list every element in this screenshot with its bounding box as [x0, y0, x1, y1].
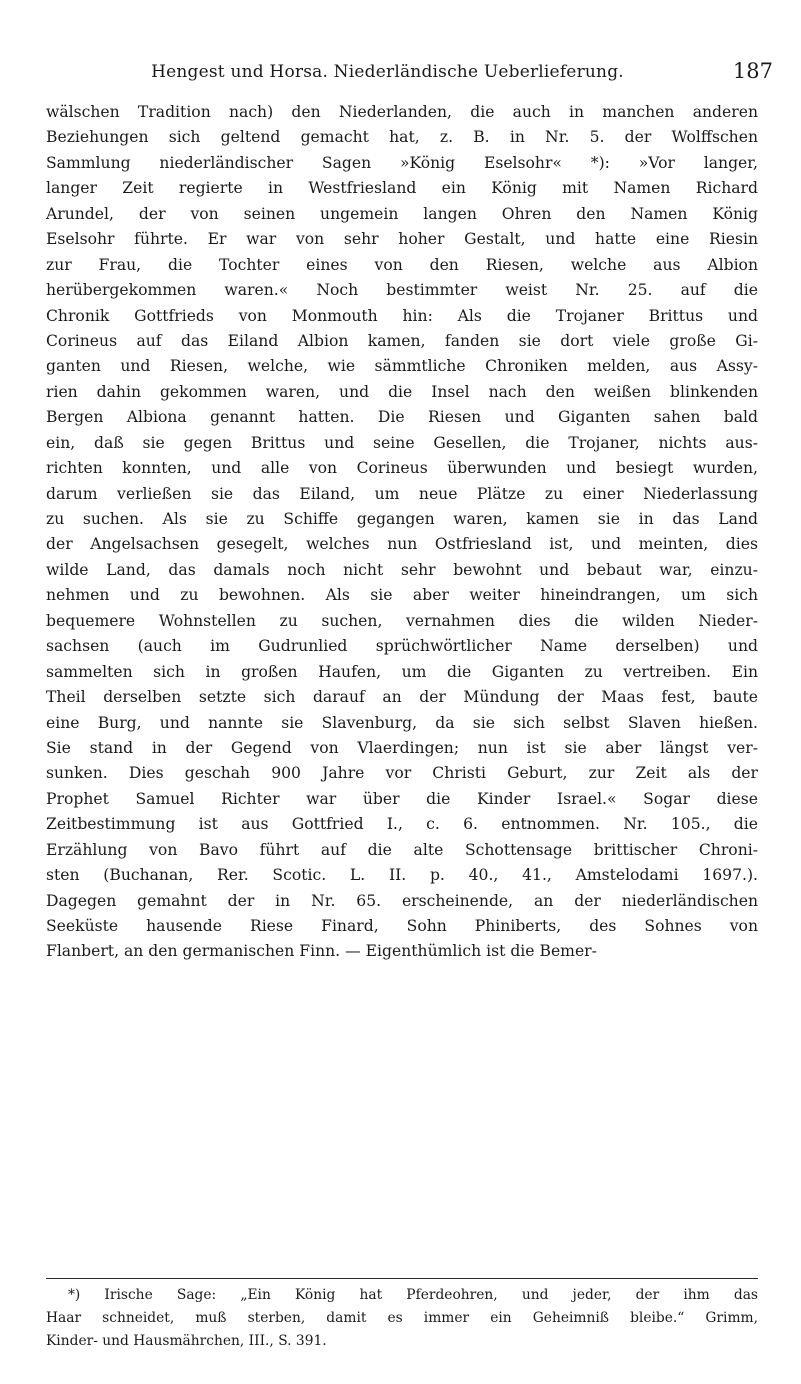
text-line: Sie stand in der Gegend von Vlaerdingen; nun ist sie aber längst ver- [46, 738, 758, 757]
text-line: Prophet Samuel Richter war über die Kinder Israel.« Sogar diese [46, 789, 758, 808]
text-line: ganten und Riesen, welche, wie sämmtliche Chroniken melden, aus Assy- [46, 357, 758, 376]
text-line: Seeküste hausende Riese Finard, Sohn Phiniberts, des Sohnes von [46, 917, 758, 935]
text-line: Erzählung von Bavo führt auf die alte Schottensage brittischer Chroni- [46, 840, 758, 859]
text-line: nehmen und zu bewohnen. Als sie aber weiter hineindrangen, um sich [46, 586, 758, 605]
text-line: rien dahin gekommen waren, und die Insel nach den weißen blinkenden [46, 382, 758, 401]
text-line: ein, daß sie gegen Brittus und seine Gesellen, die Trojaner, nichts aus- [46, 433, 758, 452]
text-line: Beziehungen sich geltend gemacht hat, z. B. in Nr. 5. der Wolffschen [46, 128, 758, 147]
text-line: richten konnten, und alle von Corineus überwunden und besiegt wurden, [46, 459, 758, 478]
text-line: Bergen Albiona genannt hatten. Die Riesen und Giganten sahen bald [46, 408, 758, 427]
text-line: sachsen (auch im Gudrunlied sprüchwörtlicher Name derselben) und [46, 637, 758, 656]
text-line: sten (Buchanan, Rer. Scotic. L. II. p. 40., 41., Amstelodami 1697.). [46, 866, 758, 885]
text-line: Arundel, der von seinen ungemein langen Ohren den Namen König [46, 204, 758, 223]
running-head [56, 59, 801, 92]
text-line: wälschen Tradition nach) den Niederlanden, die auch in manchen anderen [46, 103, 758, 121]
text-line: sunken. Dies geschah 900 Jahre vor Christi Geburt, zur Zeit als der [46, 764, 758, 783]
text-line: Dagegen gemahnt der in Nr. 65. erscheinende, an der niederländischen [46, 891, 758, 910]
text-line: darum verließen sie das Eiland, um neue Plätze zu einer Niederlassung [46, 484, 758, 503]
footnote-line: Haar schneidet, muß sterben, damit es immer ein Geheimniß bleibe.“ Grimm, [46, 1310, 758, 1326]
footnote-line: *) Irische Sage: „Ein König hat Pferdeohren, und jeder, der ihm das [68, 1287, 758, 1303]
text-line: Flanbert, an den germanischen Finn. — Eigenthümlich ist die Bemer- [46, 942, 597, 961]
text-line: Eselsohr führte. Er war von sehr hoher Gestalt, und hatte eine Riesin [46, 230, 758, 249]
text-line: zu suchen. Als sie zu Schiffe gegangen waren, kamen sie in das Land [46, 510, 758, 528]
text-line: wilde Land, das damals noch nicht sehr bewohnt und bebaut war, einzu- [46, 560, 758, 579]
text-line: der Angelsachsen gesegelt, welches nun Ostfriesland ist, und meinten, dies [46, 535, 758, 554]
text-line: Corineus auf das Eiland Albion kamen, fanden sie dort viele große Gi- [46, 331, 758, 350]
text-line: langer Zeit regierte in Westfriesland ein König mit Namen Richard [46, 179, 758, 198]
text-line: eine Burg, und nannte sie Slavenburg, da sie sich selbst Slaven hießen. [46, 713, 758, 732]
footnote-rule [46, 1278, 758, 1279]
page-number: 187 [732, 59, 773, 83]
footnote-line: Kinder- und Hausmährchen, III., S. 391. [46, 1333, 327, 1349]
text-line: herübergekommen waren.« Noch bestimmter weist Nr. 25. auf die [46, 281, 758, 300]
footnote [46, 1284, 758, 1353]
text-line: Sammlung niederländischer Sagen »König Eselsohr« *): »Vor langer, [46, 153, 758, 172]
running-title: Hengest und Horsa. Niederländische Ueberlieferung. [151, 62, 624, 82]
text-line: Chronik Gottfrieds von Monmouth hin: Als die Trojaner Brittus und [46, 306, 758, 325]
text-line: Theil derselben setzte sich darauf an der Mündung der Maas fest, baute [46, 688, 758, 707]
text-line: sammelten sich in großen Haufen, um die Giganten zu vertreiben. Ein [46, 662, 758, 681]
text-line: bequemere Wohnstellen zu suchen, vernahmen dies die wilden Nieder- [46, 611, 758, 630]
text-line: Zeitbestimmung ist aus Gottfried I., c. 6. entnommen. Nr. 105., die [46, 815, 758, 834]
body-text [46, 100, 758, 965]
text-line: zur Frau, die Tochter eines von den Riesen, welche aus Albion [46, 255, 758, 274]
